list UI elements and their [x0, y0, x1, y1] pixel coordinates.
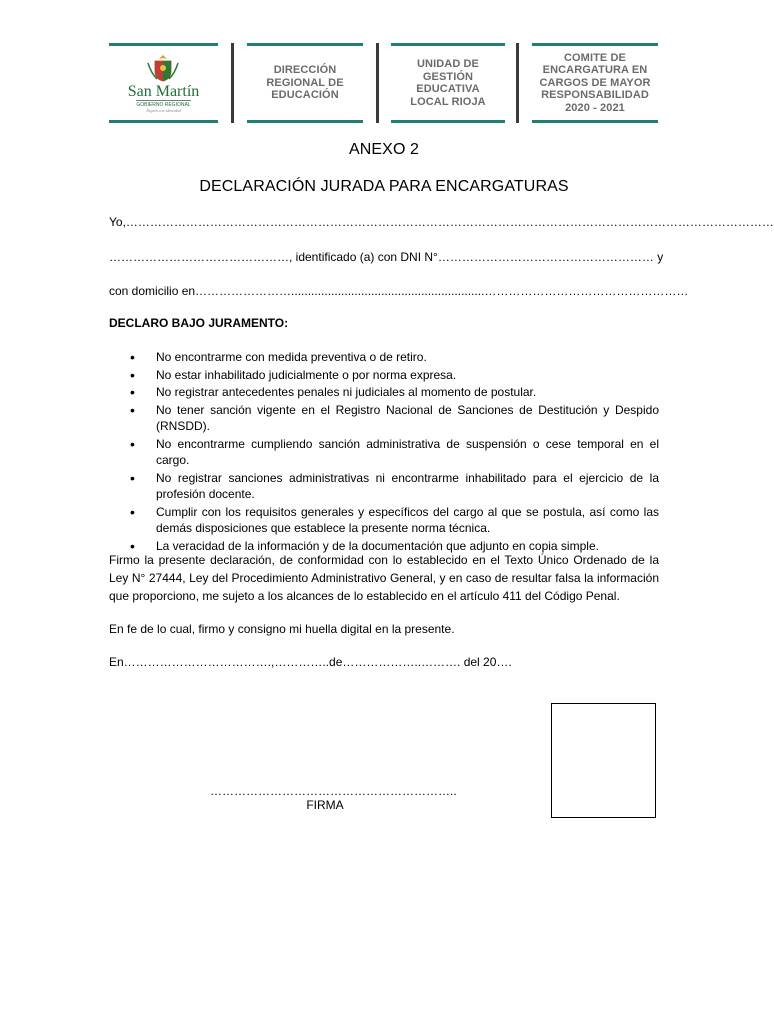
header-cell-ugel — [391, 43, 505, 123]
header-cell-comite — [532, 43, 658, 123]
san-martin-logo — [128, 53, 200, 113]
fingerprint-box — [551, 703, 656, 818]
date-line: En……………………………….,…………..de………………..………. del 20…. — [109, 655, 512, 669]
document-subtitle: DECLARACIÓN JURADA PARA ENCARGATURAS — [199, 178, 569, 195]
document-title: ANEXO 2 — [348, 141, 420, 158]
logo-name: San Martín — [127, 83, 200, 100]
header-separator — [516, 43, 519, 123]
logo-subtitle: GOBIERNO REGIONAL — [136, 102, 191, 108]
header-cell-direccion — [247, 43, 363, 123]
signature-line: …………………………………………………….. — [210, 784, 457, 798]
header-logo-cell — [109, 43, 218, 123]
header-separator — [376, 43, 379, 123]
list-item: • No registrar antecedentes penales ni judiciales al momento de postular. — [109, 384, 659, 401]
declaration-heading: DECLARO BAJO JURAMENTO: — [109, 316, 289, 330]
list-item: • Cumplir con los requisitos generales y específicos del cargo al que se postula, así como las demás disposiciones que establece la presente norma técnica. — [109, 504, 659, 537]
header-comite-text: COMITE DE ENCARGATURA EN CARGOS DE MAYOR RESPONSABILIDAD 2020 - 2021 — [539, 51, 651, 114]
header-separator — [231, 43, 234, 123]
list-item: • No tener sanción vigente en el Registro Nacional de Sanciones de Destitución y Despido (RNSDD). — [109, 402, 659, 435]
legal-paragraph: Firmo la presente declaración, de conformidad con lo establecido en el Texto Único Ordenado de la Ley N° 27444, Ley del Procedimiento Administrativo General, y en caso de resultar falsa la información que proporciono, me sujeto a los alcances de lo establecido en el artículo 411 del Código Penal. — [109, 553, 659, 603]
closing-statement: En fe de lo cual, firmo y consigno mi huella digital en la presente. — [109, 622, 455, 636]
address-line: con domicilio en……………………..........................................................…………………………………………… — [109, 284, 689, 298]
list-item: • No encontrarme con medida preventiva o de retiro. — [109, 349, 659, 366]
coat-of-arms-icon — [143, 53, 183, 83]
logo-tagline: Región con identidad — [146, 108, 181, 113]
list-item: • La veracidad de la información y de la documentación que adjunto en copia simple. — [109, 538, 659, 555]
list-item: • No estar inhabilitado judicialmente o por norma expresa. — [109, 367, 659, 384]
list-item: • No registrar sanciones administrativas ni encontrarme inhabilitado para el ejercicio de la profesión docente. — [109, 470, 659, 503]
list-item: • No encontrarme cumpliendo sanción administrativa de suspensión o cese temporal en el cargo. — [109, 436, 659, 469]
name-line: Yo,……………………………………………………………………………………………………………………………………………… — [109, 215, 774, 229]
dni-line: ………………………………………, identificado (a) con DNI N°……………………………………………… y — [109, 250, 664, 264]
signature-label: FIRMA — [306, 798, 344, 812]
declaration-list — [109, 349, 659, 555]
header-ugel-text: UNIDAD DE GESTIÓN EDUCATIVA LOCAL RIOJA — [410, 58, 486, 108]
header-direccion-text: DIRECCIÓN REGIONAL DE EDUCACIÓN — [266, 64, 344, 102]
